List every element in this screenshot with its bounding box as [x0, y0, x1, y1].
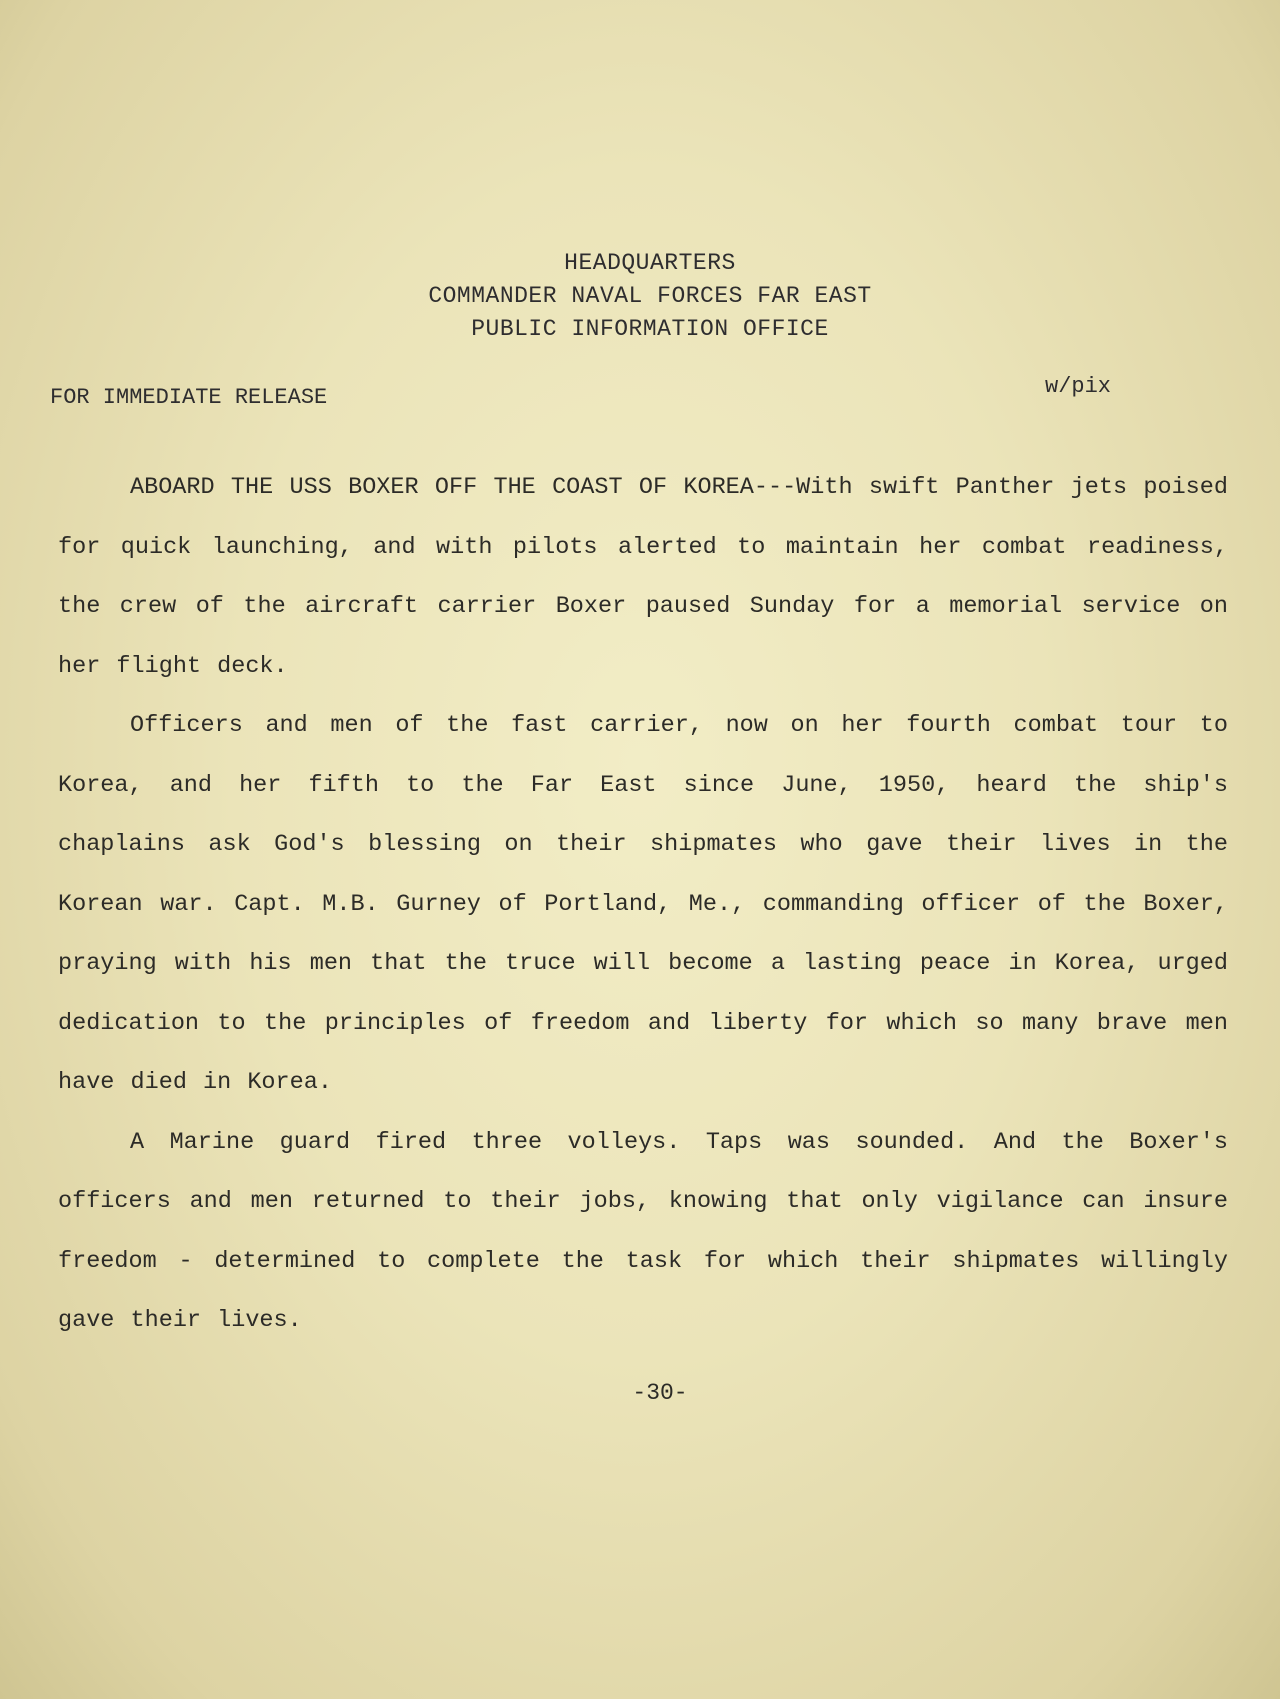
header-office: PUBLIC INFORMATION OFFICE: [471, 316, 829, 342]
paragraph-1: ABOARD THE USS BOXER OFF THE COAST OF KOREA---With swift Panther jets poised for quick launching, and with pilots alerted to maintain her combat readiness, the crew of the aircraft carrier Boxer paused Sunday for a memorial service on her flight deck.: [58, 474, 1228, 680]
end-mark: -30-: [632, 1380, 688, 1406]
release-label: FOR IMMEDIATE RELEASE: [50, 385, 328, 410]
header-command: COMMANDER NAVAL FORCES FAR EAST: [428, 283, 872, 309]
paragraph-2: Officers and men of the fast carrier, now on her fourth combat tour to Korea, and her fifth to the Far East since June, 1950, heard the ship's chaplains ask God's blessing on their shipmates who gave their lives in the Korean war. Capt. M.B. Gurney of Portland, Me., commanding officer of the Boxer, praying with his men that the truce will become a lasting peace in Korea, urged dedication to the principles of freedom and liberty for which so many brave men have died in Korea.: [58, 712, 1228, 1096]
paragraph-3: A Marine guard fired three volleys. Taps was sounded. And the Boxer's officers and men returned to their jobs, knowing that only vigilance can insure freedom - determined to complete the task for which their shipmates willingly gave their lives.: [58, 1128, 1228, 1334]
pix-note: w/pix: [1045, 374, 1112, 399]
header-headquarters: HEADQUARTERS: [564, 250, 736, 276]
press-release-body: [58, 458, 1228, 1351]
